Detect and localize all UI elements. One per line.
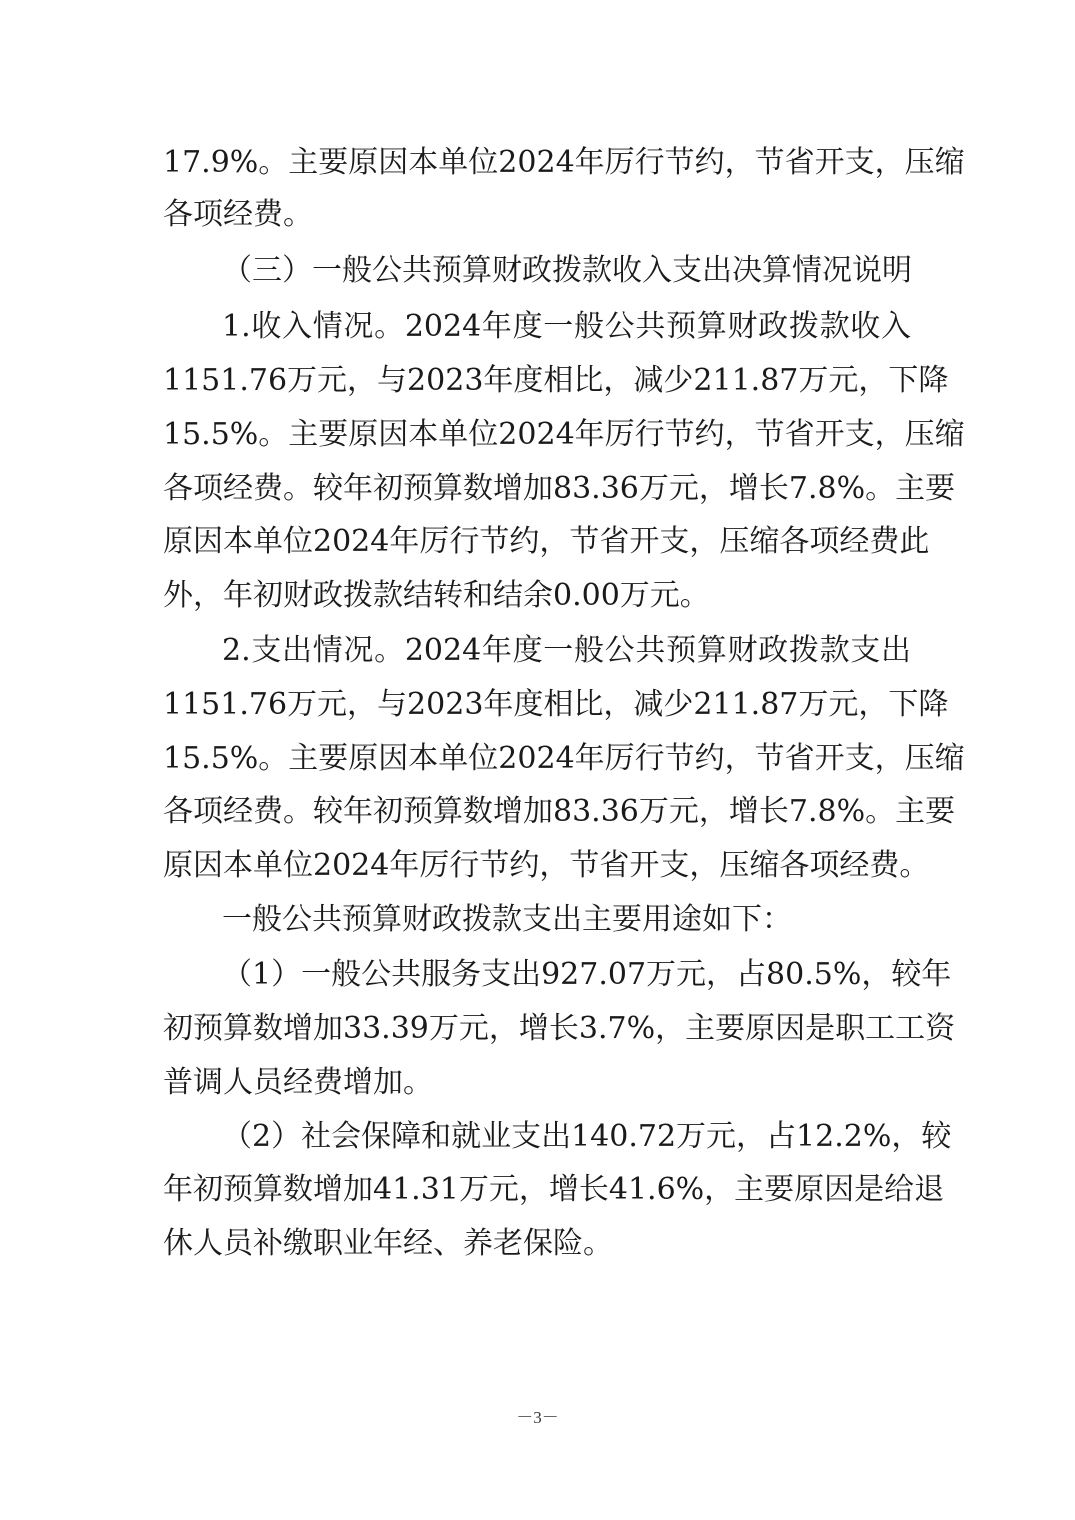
section-heading: （三）一般公共预算财政拨款收入支出决算情况说明 [222,253,912,288]
text-line: 年初预算数增加41.31万元，增长41.6%，主要原因是给退 [163,1172,945,1207]
text-line: 休人员补缴职业年经、养老保险。 [163,1226,613,1261]
text-line: 原因本单位2024年厉行节约，节省开支，压缩各项经费。 [163,848,930,883]
text-line: 1.收入情况。2024年度一般公共预算财政拨款收入 [222,309,911,344]
text-line: 15.5%。主要原因本单位2024年厉行节约，节省开支，压缩 [163,417,965,452]
text-line: 15.5%。主要原因本单位2024年厉行节约，节省开支，压缩 [163,741,965,776]
text-line: 外，年初财政拨款结转和结余0.00万元。 [163,578,710,613]
text-line: 17.9%。主要原因本单位2024年厉行节约，节省开支，压缩 [163,145,965,180]
text-line: 各项经费。较年初预算数增加83.36万元，增长7.8%。主要 [163,471,956,506]
text-line: 普调人员经费增加。 [163,1065,433,1100]
text-line: 原因本单位2024年厉行节约，节省开支，压缩各项经费此 [163,524,930,559]
page-number: －3－ [516,1408,559,1427]
text-line: 一般公共预算财政拨款支出主要用途如下： [222,902,792,937]
text-line: （1）一般公共服务支出927.07万元，占80.5%，较年 [222,957,952,992]
text-line: 各项经费。 [163,197,313,232]
text-line: 2.支出情况。2024年度一般公共预算财政拨款支出 [222,633,911,668]
text-line: 各项经费。较年初预算数增加83.36万元，增长7.8%。主要 [163,794,956,829]
text-line: （2）社会保障和就业支出140.72万元，占12.2%，较 [222,1119,952,1154]
text-line: 1151.76万元，与2023年度相比，减少211.87万元，下降 [163,687,949,722]
text-line: 1151.76万元，与2023年度相比，减少211.87万元，下降 [163,363,949,398]
text-line: 初预算数增加33.39万元，增长3.7%，主要原因是职工工资 [163,1011,956,1046]
